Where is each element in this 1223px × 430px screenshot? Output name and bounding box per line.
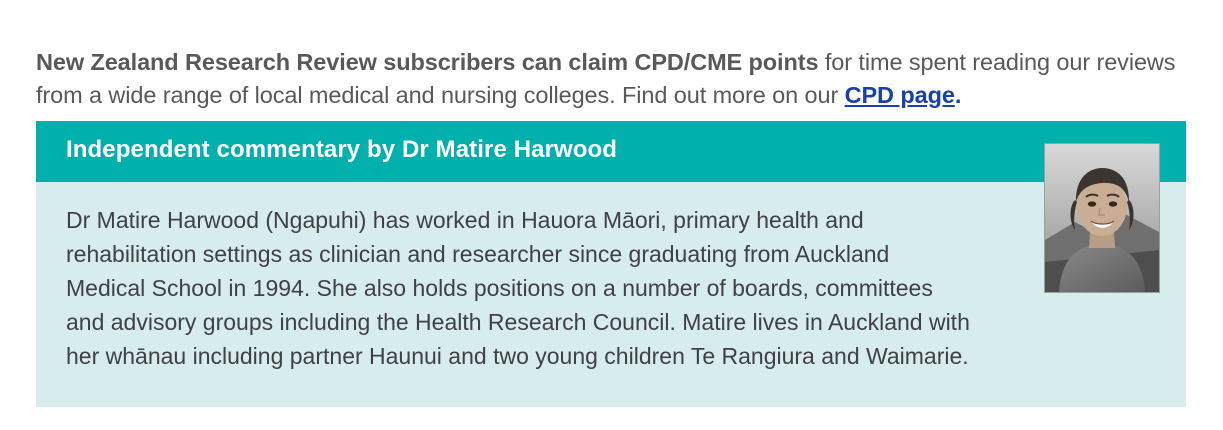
cpd-intro-rest: for time spent reading our reviews from a wide range of local medical and nursing colleges. Find out more on our: [36, 48, 1176, 108]
commentary-body-line: Medical School in 1994. She also holds positions on a number of boards, committees: [66, 275, 933, 301]
commentary-body-line: and advisory groups including the Health Research Council. Matire lives in Auckland with: [66, 309, 970, 335]
commentary-body-line: rehabilitation settings as clinician and researcher since graduating from Auckland: [66, 241, 890, 267]
portrait-image: [1045, 144, 1159, 292]
commentary-header-bar: [36, 121, 1186, 182]
cpd-intro-lead: New Zealand Research Review subscribers can claim CPD/CME points: [36, 48, 819, 75]
commentary-body-line: her whānau including partner Haunui and two young children Te Rangiura and Waimarie.: [66, 343, 969, 369]
commentary-body-line: Dr Matire Harwood (Ngapuhi) has worked in Hauora Māori, primary health and: [66, 207, 864, 233]
commentator-portrait-photo: [1044, 143, 1160, 293]
independent-commentary-panel: [36, 121, 1186, 407]
cpd-page-link[interactable]: CPD page: [844, 81, 955, 108]
commentary-header-title: Independent commentary by Dr Matire Harwood: [66, 136, 618, 163]
cpd-intro-period: .: [954, 81, 962, 108]
cpd-intro-paragraph: [36, 46, 1216, 112]
commentary-body-text: [66, 203, 1026, 373]
